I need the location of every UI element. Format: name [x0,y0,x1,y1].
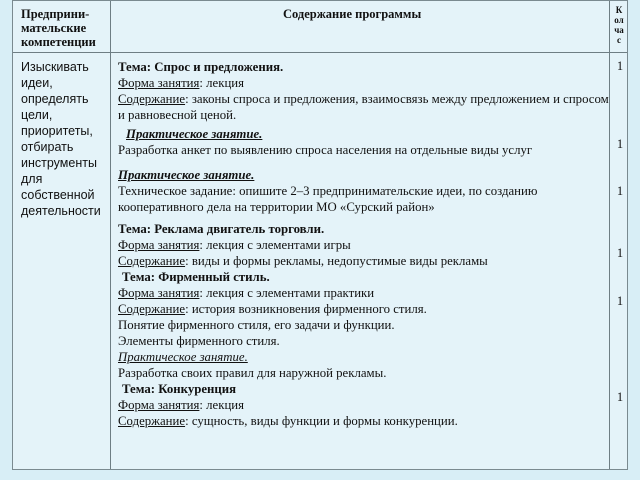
topic4-title: Тема: Конкуренция [122,382,237,396]
topic1-content [118,91,610,123]
topic3-line1: Понятие фирменного стиля, его задачи и функции. [118,318,395,332]
header-hours [611,5,627,45]
topic1-practice [118,126,610,142]
topic2-content [118,253,610,269]
form-value: : лекция [199,398,245,412]
header-program-content: Содержание программы [283,7,422,21]
content-label: Содержание [118,92,186,106]
content-label: Содержание [118,254,186,268]
hours-value: 1 [616,246,624,260]
header-hours-line: с [617,35,621,45]
hours-value: 1 [616,184,624,198]
topic3-content [118,301,610,317]
form-value: : лекция с элементами практики [199,286,375,300]
content-value: : история возникновения фирменного стиля. [185,302,427,316]
form-label: Форма занятия [118,76,200,90]
topic2-title: Тема: Реклама двигатель торговли. [118,222,325,236]
content-value: : виды и формы рекламы, недопустимые виды рекламы [185,254,488,268]
form-label: Форма занятия [118,398,200,412]
header-competencies: Предприни-мательские компетенции [21,7,96,49]
topic1-task: Техническое задание: опишите 2–3 предпринимательские идеи, по созданию кооперативного дела на территории МО «Сурский район» [118,184,538,214]
topic3-practice [118,349,610,365]
header-hours-line: ча [614,25,624,35]
topic1-practice2 [118,167,610,183]
content-label: Содержание [118,302,186,316]
program-table [12,0,628,470]
header-divider [13,52,627,53]
topic3-title: Тема: Фирменный стиль. [122,270,270,284]
topic3-practice-text: Разработка своих правил для наружной рекламы. [118,366,387,380]
hours-value: 1 [616,390,624,404]
practice-label: Практическое занятие. [126,127,263,141]
form-value: : лекция с элементами игры [199,238,351,252]
topic1-practice-text: Разработка анкет по выявлению спроса населения на отдельные виды услуг [118,143,533,157]
content-label: Содержание [118,414,186,428]
practice-label: Практическое занятие. [118,168,255,182]
hours-value: 1 [616,137,624,151]
topic4-form [118,397,610,413]
topic1-title: Тема: Спрос и предложения. [118,60,284,74]
content-value: : законы спроса и предложения, взаимосвязь между предложением и спросом и равновесной ценой. [118,92,609,122]
program-content [118,59,610,429]
form-label: Форма занятия [118,238,200,252]
form-value: : лекция [199,76,245,90]
form-label: Форма занятия [118,286,200,300]
practice-label: Практическое занятие. [118,350,248,364]
competencies-text: Изыскивать идеи, определять цели, приоритеты, отбирать инструменты для собственной деятельности [21,60,101,218]
header-hours-line: ол [614,15,624,25]
topic4-content [118,413,610,429]
topic3-line2: Элементы фирменного стиля. [118,334,280,348]
hours-value: 1 [616,294,624,308]
header-hours-line: К [615,5,623,15]
topic1-form [118,75,610,91]
topic3-form [118,285,610,301]
content-value: : сущность, виды функции и формы конкуренции. [185,414,458,428]
hours-value: 1 [616,59,624,73]
topic2-form [118,237,610,253]
